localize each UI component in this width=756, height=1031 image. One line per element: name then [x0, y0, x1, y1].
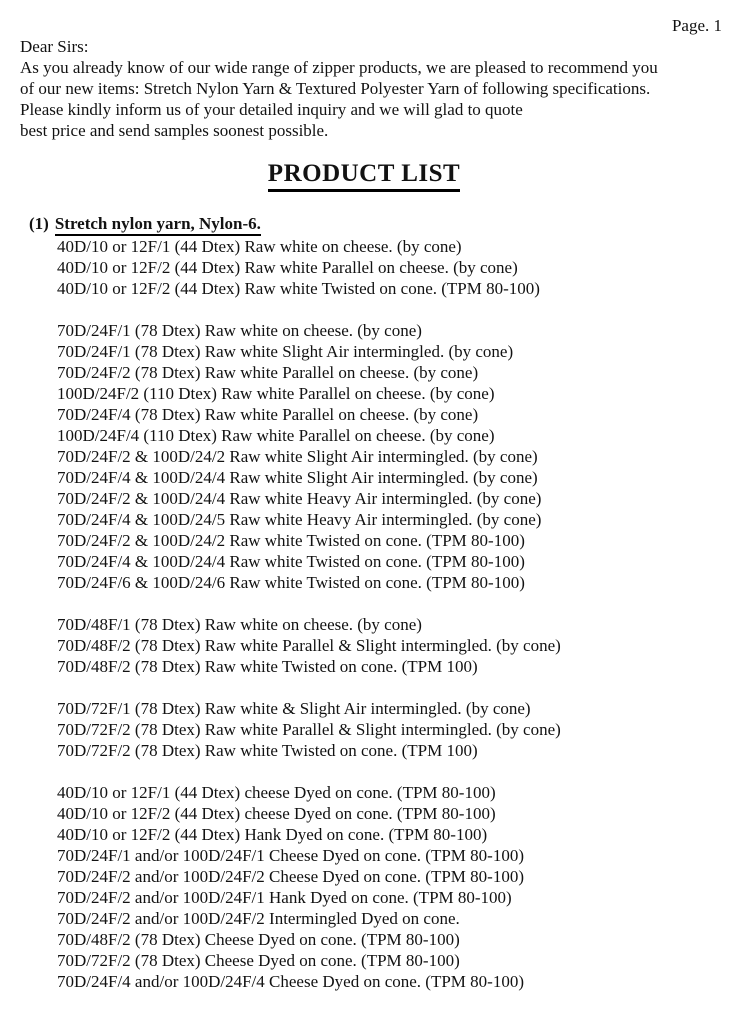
product-line: 70D/72F/2 (78 Dtex) Raw white Twisted on cone. (TPM 100)	[57, 741, 478, 760]
product-group	[57, 782, 722, 992]
product-line: 70D/24F/4 & 100D/24/4 Raw white Twisted on cone. (TPM 80-100)	[57, 552, 525, 571]
product-line: 70D/24F/4 and/or 100D/24F/4 Cheese Dyed on cone. (TPM 80-100)	[57, 972, 524, 991]
product-line: 70D/48F/2 (78 Dtex) Cheese Dyed on cone. (TPM 80-100)	[57, 930, 460, 949]
intro-paragraph	[20, 57, 722, 141]
product-line: 70D/24F/6 & 100D/24/6 Raw white Twisted on cone. (TPM 80-100)	[57, 573, 525, 592]
product-group	[57, 236, 722, 299]
page-title-text: PRODUCT LIST	[268, 159, 460, 192]
product-line: 70D/72F/1 (78 Dtex) Raw white & Slight Air intermingled. (by cone)	[57, 699, 531, 718]
product-line: 70D/24F/2 & 100D/24/2 Raw white Slight Air intermingled. (by cone)	[57, 447, 538, 466]
product-line: 70D/48F/2 (78 Dtex) Raw white Twisted on cone. (TPM 100)	[57, 657, 478, 676]
product-line: 70D/24F/4 (78 Dtex) Raw white Parallel on cheese. (by cone)	[57, 405, 479, 424]
section-title: Stretch nylon yarn, Nylon-6.	[55, 213, 261, 236]
product-line: 70D/24F/1 and/or 100D/24F/1 Cheese Dyed on cone. (TPM 80-100)	[57, 846, 524, 865]
product-line: 70D/24F/2 & 100D/24/2 Raw white Twisted on cone. (TPM 80-100)	[57, 531, 525, 550]
salutation: Dear Sirs:	[20, 37, 89, 56]
product-line: 70D/24F/2 and/or 100D/24F/2 Cheese Dyed on cone. (TPM 80-100)	[57, 867, 524, 886]
product-line: 70D/48F/2 (78 Dtex) Raw white Parallel & Slight intermingled. (by cone)	[57, 636, 561, 655]
page-number: Page. 1	[671, 16, 722, 35]
product-line: 70D/24F/2 & 100D/24/4 Raw white Heavy Air intermingled. (by cone)	[57, 489, 542, 508]
product-group	[57, 320, 722, 593]
product-line: 70D/24F/1 (78 Dtex) Raw white Slight Air intermingled. (by cone)	[57, 342, 514, 361]
section-heading	[29, 213, 722, 236]
product-line: 40D/10 or 12F/2 (44 Dtex) cheese Dyed on cone. (TPM 80-100)	[57, 804, 496, 823]
product-line: 40D/10 or 12F/1 (44 Dtex) cheese Dyed on cone. (TPM 80-100)	[57, 783, 496, 802]
product-line: 100D/24F/2 (110 Dtex) Raw white Parallel on cheese. (by cone)	[57, 384, 495, 403]
product-line: 70D/24F/2 (78 Dtex) Raw white Parallel on cheese. (by cone)	[57, 363, 479, 382]
product-line: 70D/24F/4 & 100D/24/4 Raw white Slight Air intermingled. (by cone)	[57, 468, 538, 487]
intro-line: As you already know of our wide range of zipper products, we are pleased to recommend you	[20, 58, 658, 77]
product-line: 40D/10 or 12F/2 (44 Dtex) Raw white Parallel on cheese. (by cone)	[57, 258, 518, 277]
section-number: (1)	[29, 214, 49, 233]
product-line: 70D/24F/4 & 100D/24/5 Raw white Heavy Air intermingled. (by cone)	[57, 510, 542, 529]
product-line: 70D/72F/2 (78 Dtex) Raw white Parallel & Slight intermingled. (by cone)	[57, 720, 561, 739]
intro-line: best price and send samples soonest possible.	[20, 121, 329, 140]
page-title	[20, 159, 708, 192]
product-line: 70D/24F/2 and/or 100D/24F/2 Intermingled Dyed on cone.	[57, 909, 460, 928]
product-group	[57, 698, 722, 761]
intro-line: of our new items: Stretch Nylon Yarn & Textured Polyester Yarn of following specifications.	[20, 79, 651, 98]
product-line: 100D/24F/4 (110 Dtex) Raw white Parallel on cheese. (by cone)	[57, 426, 495, 445]
product-line: 70D/24F/1 (78 Dtex) Raw white on cheese. (by cone)	[57, 321, 422, 340]
product-group	[57, 614, 722, 677]
product-line: 40D/10 or 12F/1 (44 Dtex) Raw white on cheese. (by cone)	[57, 237, 462, 256]
product-line: 40D/10 or 12F/2 (44 Dtex) Hank Dyed on cone. (TPM 80-100)	[57, 825, 488, 844]
product-line: 70D/72F/2 (78 Dtex) Cheese Dyed on cone. (TPM 80-100)	[57, 951, 460, 970]
product-items	[57, 236, 722, 992]
product-line: 70D/24F/2 and/or 100D/24F/1 Hank Dyed on cone. (TPM 80-100)	[57, 888, 512, 907]
product-line: 70D/48F/1 (78 Dtex) Raw white on cheese. (by cone)	[57, 615, 422, 634]
product-line: 40D/10 or 12F/2 (44 Dtex) Raw white Twisted on cone. (TPM 80-100)	[57, 279, 540, 298]
intro-line: Please kindly inform us of your detailed inquiry and we will glad to quote	[20, 100, 523, 119]
